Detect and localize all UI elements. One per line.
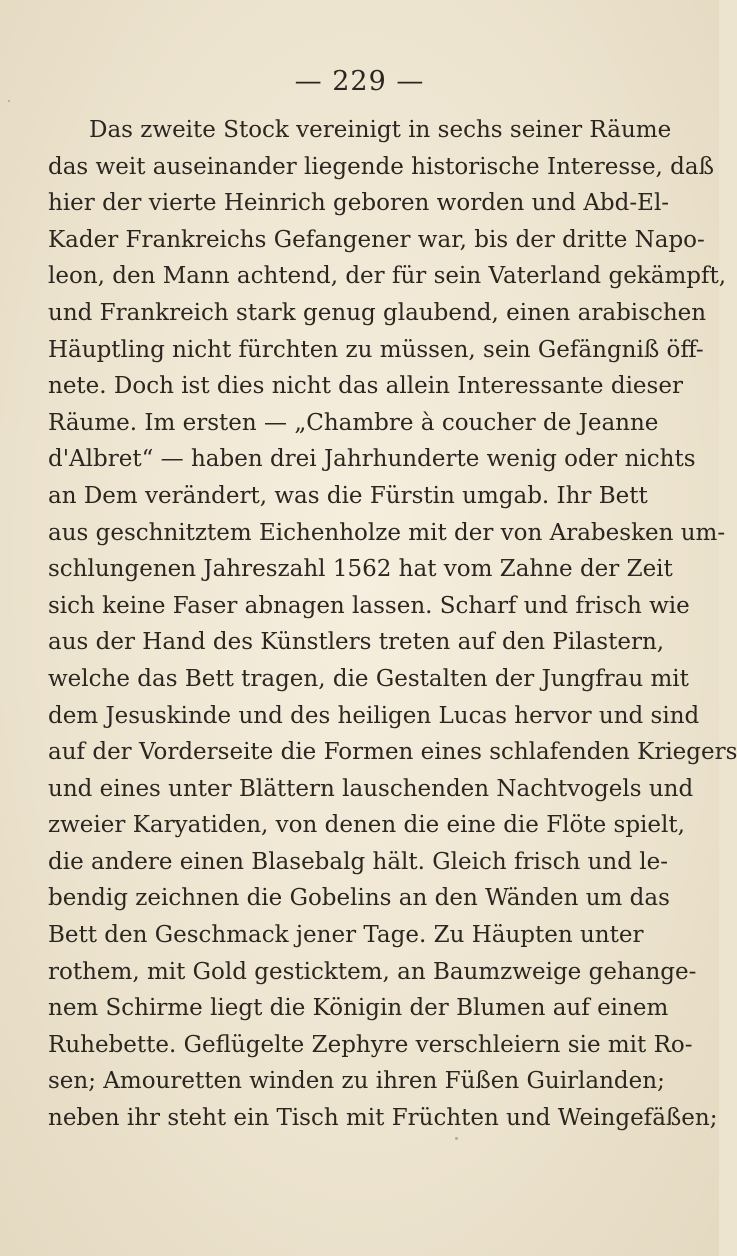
- text-line: zweier Karyatiden, von denen die eine die Flöte spielt,: [48, 812, 685, 839]
- text-line: an Dem verändert, was die Fürstin umgab. Ihr Bett: [48, 482, 648, 509]
- text-line: hier der vierte Heinrich geboren worden und Abd-El-: [48, 190, 670, 217]
- text-line: und eines unter Blättern lauschenden Nachtvogels und: [48, 775, 694, 802]
- page-number: — 229 —: [294, 66, 425, 97]
- text-line: Häuptling nicht fürchten zu müssen, sein Gefängniß öff-: [48, 336, 704, 363]
- text-line: und Frankreich stark genug glaubend, einen arabischen: [48, 299, 707, 326]
- text-line: aus der Hand des Künstlers treten auf den Pilastern,: [48, 629, 665, 656]
- text-line: neben ihr steht ein Tisch mit Früchten und Weingefäßen;: [48, 1105, 718, 1132]
- text-line: schlungenen Jahreszahl 1562 hat vom Zahne der Zeit: [48, 556, 673, 583]
- text-line: nete. Doch ist dies nicht das allein Interessante dieser: [48, 373, 683, 400]
- text-line: Kader Frankreichs Gefangener war, bis der dritte Napo-: [48, 226, 705, 253]
- text-line: Bett den Geschmack jener Tage. Zu Häupten unter: [48, 922, 644, 949]
- text-line: sen; Amouretten winden zu ihren Füßen Guirlanden;: [48, 1068, 665, 1095]
- text-line: das weit auseinander liegende historische Interesse, daß: [48, 153, 714, 180]
- text-line: bendig zeichnen die Gobelins an den Wänden um das: [48, 885, 670, 912]
- text-line: auf der Vorderseite die Formen eines schlafenden Kriegers: [48, 739, 737, 766]
- text-line: rothem, mit Gold gesticktem, an Baumzweige gehange-: [48, 958, 697, 985]
- paper-speck: [322, 786, 326, 789]
- paper-speck: [455, 1137, 458, 1140]
- text-line: Räume. Im ersten — „Chambre à coucher de Jeanne: [48, 409, 659, 436]
- text-line: leon, den Mann achtend, der für sein Vaterland gekämpft,: [48, 263, 727, 290]
- text-line: sich keine Faser abnagen lassen. Scharf und frisch wie: [48, 592, 690, 619]
- text-line: dem Jesuskinde und des heiligen Lucas hervor und sind: [48, 702, 700, 729]
- text-line: aus geschnitztem Eichenholze mit der von Arabesken um-: [48, 519, 726, 546]
- text-line: Ruhebette. Geflügelte Zephyre verschleiern sie mit Ro-: [48, 1031, 693, 1058]
- text-line: Das zweite Stock vereinigt in sechs seiner Räume: [89, 117, 672, 143]
- body-text: [48, 112, 737, 1137]
- paper-speck: [8, 100, 10, 102]
- text-line: die andere einen Blasebalg hält. Gleich frisch und le-: [48, 848, 669, 875]
- text-line: d'Albret“ — haben drei Jahrhunderte wenig oder nichts: [48, 446, 696, 473]
- text-line: welche das Bett tragen, die Gestalten der Jungfrau mit: [48, 665, 689, 692]
- text-line: nem Schirme liegt die Königin der Blumen auf einem: [48, 995, 669, 1022]
